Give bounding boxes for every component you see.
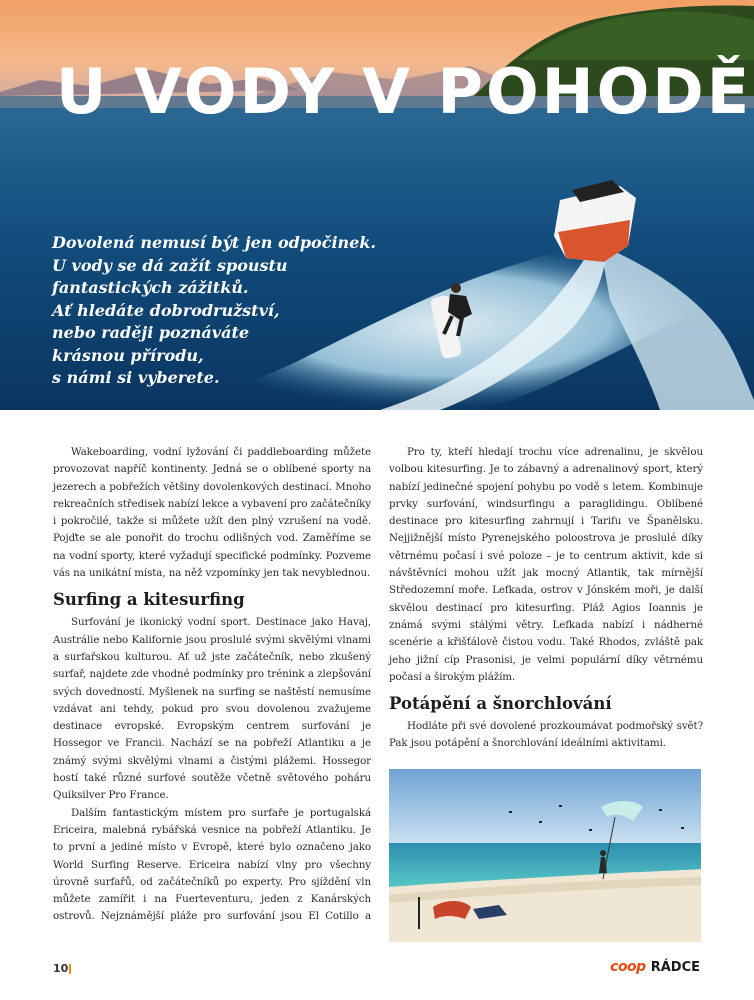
lead-line: nebo raději poznáváte (52, 323, 250, 342)
lead-line: krásnou přírodu, (52, 345, 204, 365)
lead-line: U vody se dá zažít spoustu (52, 255, 288, 275)
article-column-right (389, 444, 703, 753)
surfing-paragraph-2: Dalším fantastickým místem pro surfaře je portugalská Ericeira, malebná rybářská vesnice na pobřeží Atlantiku. Je to první a jediné místo v Evropě, které bylo označeno jako World Surfing Reserve. Ericeira nabízí vlny pro všechny úrovně surfařů, od začátečníků po experty. Pro sjíždění vln můžete zamířit i na Fuerteventuru, jeden z Kanárských ostrovů. Nejznámější pláže pro surfování jsou El Cotillo a (53, 806, 371, 923)
intro-paragraph: Wakeboarding, vodní lyžování či paddleboarding můžete provozovat napříč kontinenty. Jedná se o oblíbené sporty na jezerech a pobřežích většiny dovolenkových destinací. Mnoho rekreačních středisek nabízí lekce a vybavení pro začátečníky i pokročilé, takže si můžete užít den plný vzrušení na vodě. Pojďte se ale ponořit do trochu odlišných vod. Zaměříme se na vodní sporty, které vyžadují specifické podmínky. Pozveme vás na unikátní místa, na něž vzpomínky jen tak nevyblednou. (53, 446, 371, 580)
section-heading-diving: Potápění a šnorchlování (389, 694, 612, 714)
magazine-name: RÁDCE (650, 960, 700, 975)
page-number-divider (69, 964, 71, 974)
page-number: 10 (53, 962, 69, 975)
section-heading-surfing: Surfing a kitesurfing (53, 590, 245, 610)
hero-lead-text (52, 232, 382, 390)
lead-line: Dovolená nemusí být jen odpočinek. (52, 233, 376, 252)
kitesurf-beach-photo (389, 769, 701, 942)
lead-line: fantastických zážitků. (52, 278, 249, 297)
page-title: U VODY V POHODĚ (56, 55, 753, 128)
article-column-left (53, 444, 371, 925)
kitesurfing-paragraph: Pro ty, kteří hledají trochu více adrenalinu, je skvělou volbou kitesurfing. Je to zábavný a adrenalinový sport, který nabízí jedinečné spojení pohybu po vodě s letem. Kombinuje prvky surfování, windsurfingu a paraglidingu. Oblíbené destinace pro kitesurfing zahrnují i Tarifu ve Španělsku. Nejjižnější místo Pyrenejského poloostrova je proslulé díky větrnému počasí i své poloze – je to centrum aktivit, kde si návštěvníci mohou užít jak mocný Atlantik, tak mírnější Středozemní moře. Lefkada, ostrov v Jónském moři, je další skvělou destinací pro kitesurfing. Pláž Agios Ioannis je známá svými stálými větry. Lefkada nabízí i nádherné scenérie a křišťálově čistou vodu. Také Rhodos, zvláště pak jeho jižní cíp Prasonisi, je velmi populární díky větrnému počasí a širokým plážím. (389, 446, 703, 683)
lead-line: s námi si vyberete. (52, 368, 220, 387)
lead-line: Ať hledáte dobrodružství, (52, 300, 280, 320)
surfing-paragraph-1: Surfování je ikonický vodní sport. Destinace jako Havaj, Austrálie nebo Kalifornie jsou proslulé svými skvělými vlnami a surfařskou kulturou. Ať už jste začátečník, nebo zkušený surfař, najdete zde vhodné podmínky pro trénink a zlepšování svých dovedností. Myšlenek na surfing se naštěstí nemusíme vzdávat ani tehdy, pokud pro svou dovolenou zvažujeme destinace evropské. Evropským centrem surfování je Hossegor ve Francii. Nachází se na pobřeží Atlantiku a je známý svými skvělými vlnami a čistými plážemi. Hossegor hostí také různé surfové soutěže včetně světového poháru Quiksilver Pro France. (53, 616, 371, 802)
hero-section (0, 0, 754, 410)
diving-paragraph: Hodláte při své dovolené prozkoumávat podmořský svět? Pak jsou potápění a šnorchlování ideálními aktivitami. (389, 720, 703, 750)
coop-logo: coop (610, 959, 646, 975)
brand-logo (610, 959, 700, 975)
